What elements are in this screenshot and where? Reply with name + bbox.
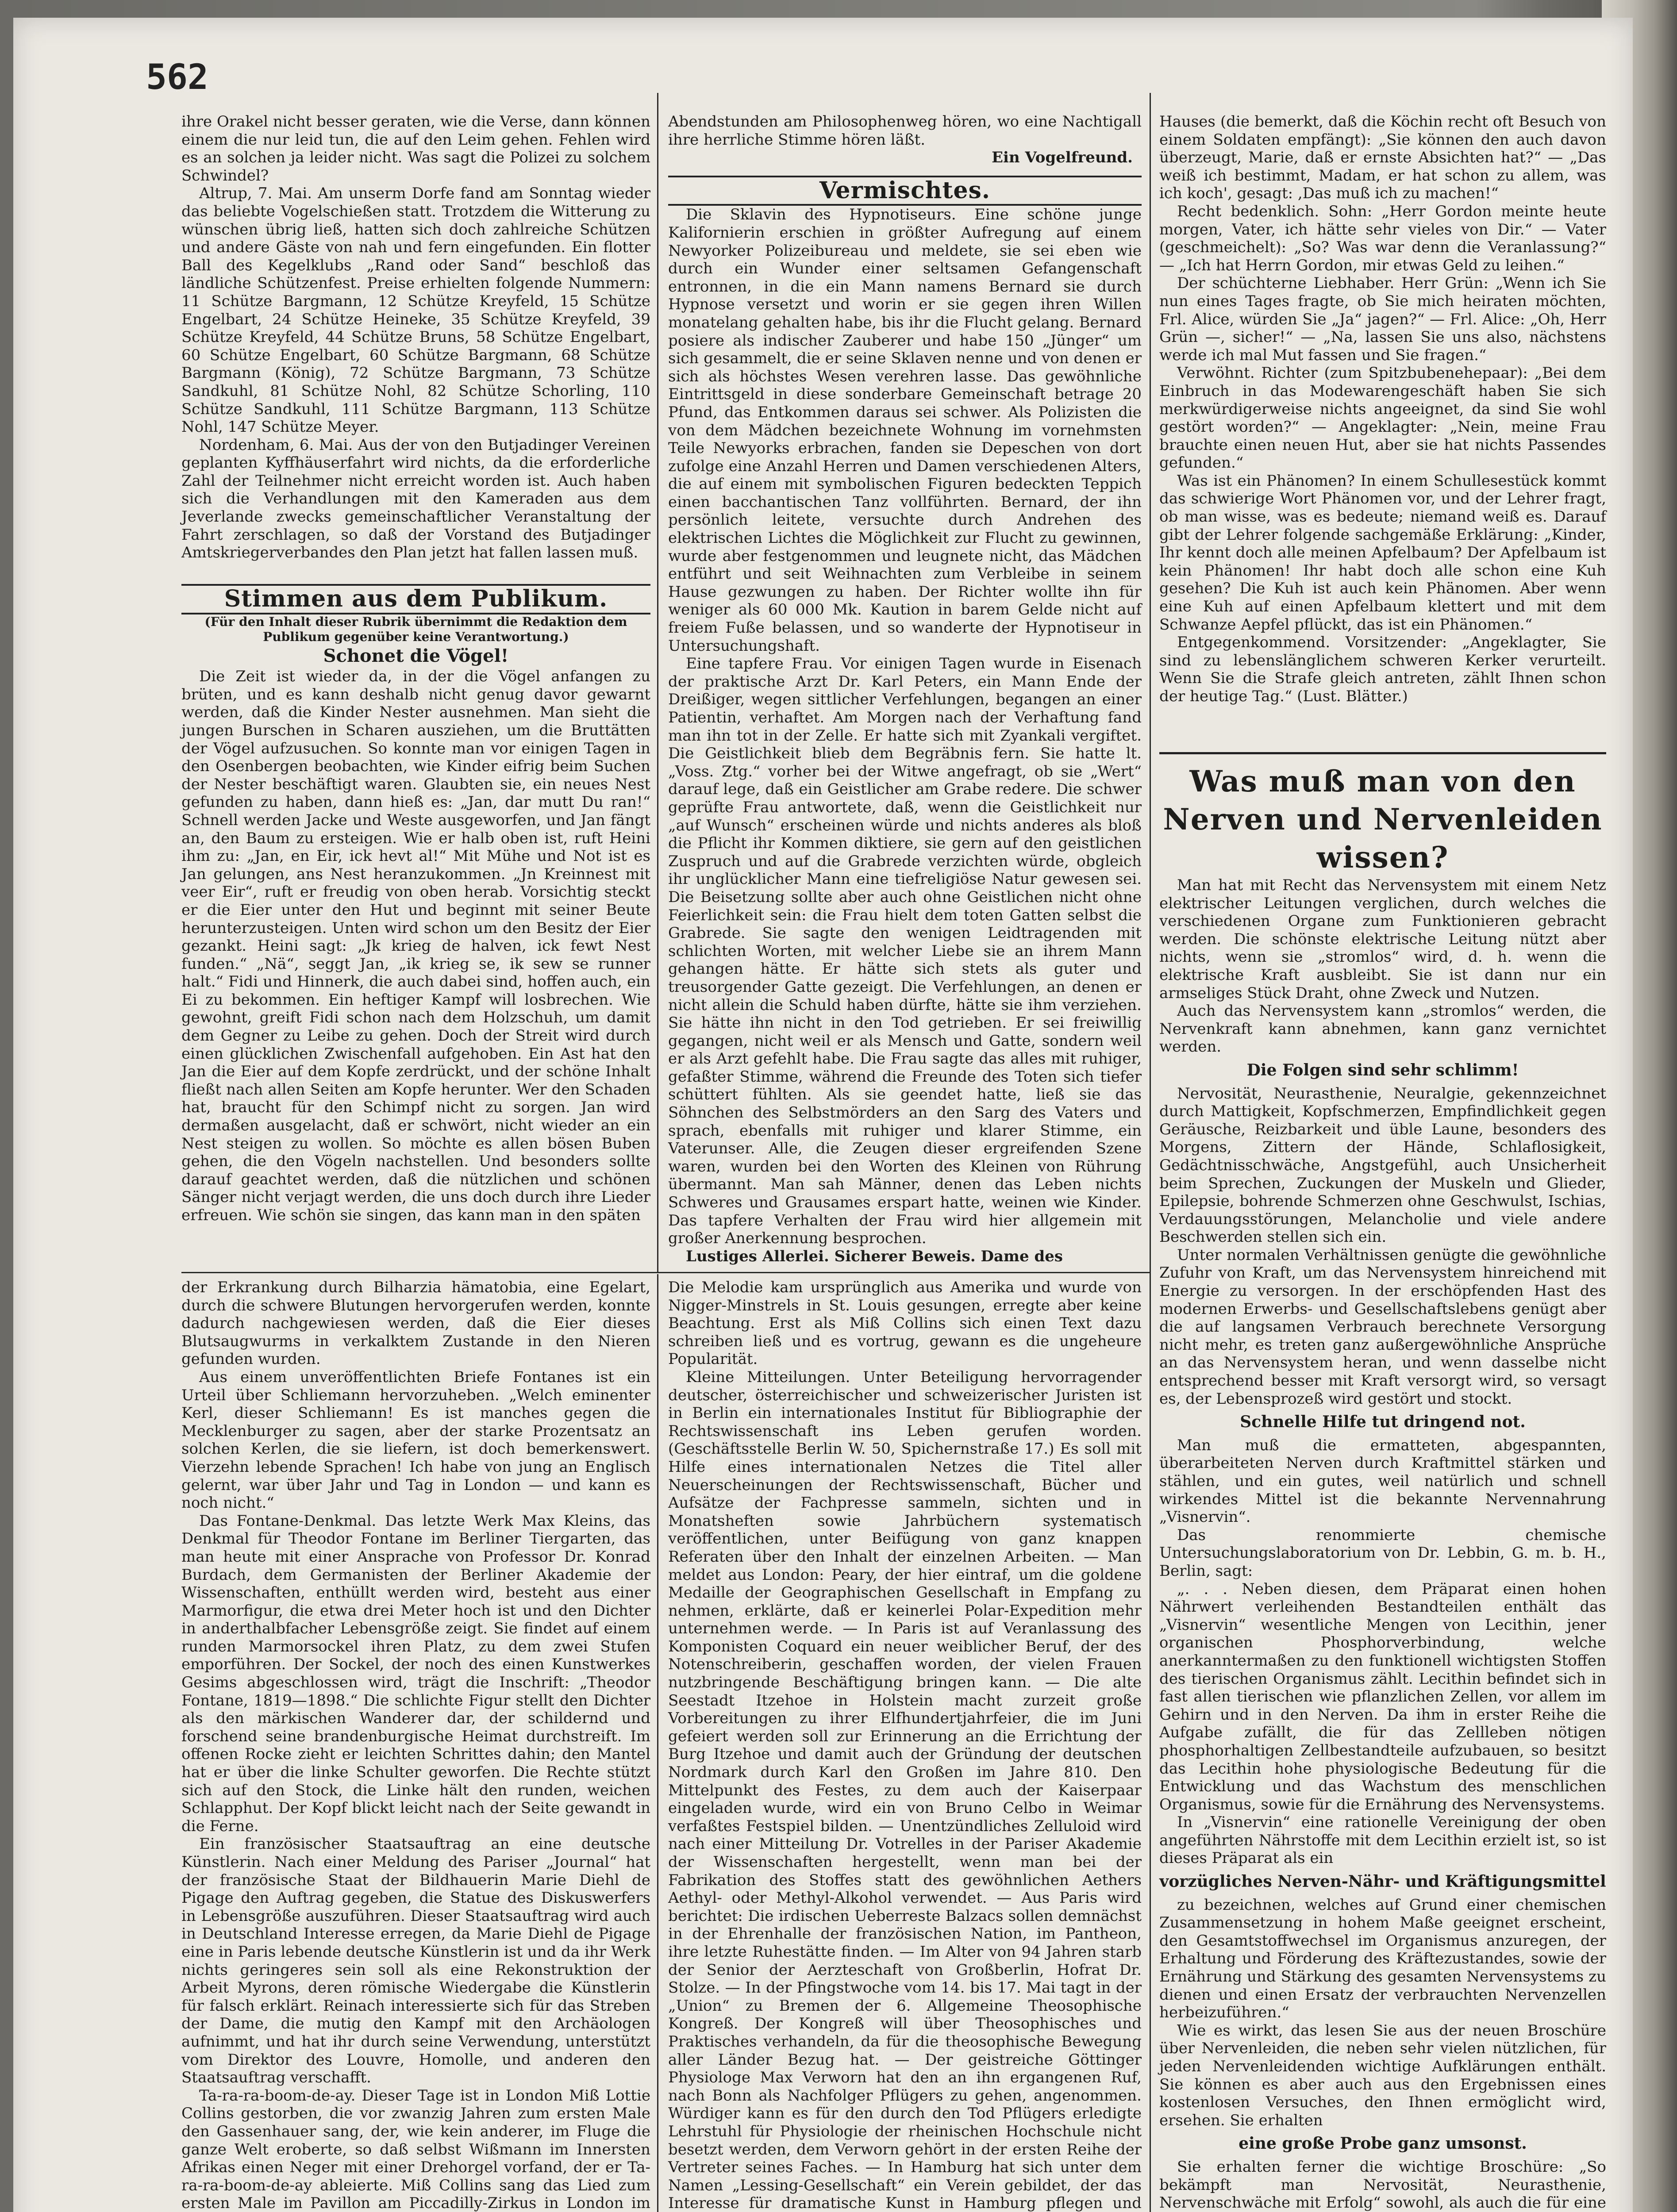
paragraph: Was ist ein Phänomen? In einem Schullesestück kommt das schwierige Wort Phänomen vor, und der Lehrer fragt, ob man wisse, was es bedeute; niemand weiß es. Darauf gibt der Lehrer folgende sachgemäße Erklärung: „Kinder, Ihr kennt doch alle meinen Apfelbaum? Der Apfelbaum ist kein Phänomen! Ihr habt doch alle schon eine Kuh gesehen? Die Kuh ist auch kein Phänomen. Aber wenn eine Kuh auf einen Apfelbaum klettert und mit dem Schwanze Aepfel pflückt, das ist ein Phänomen.“ — [1159, 472, 1606, 634]
paragraph: Die Melodie kam ursprünglich aus Amerika und wurde von Nigger-Minstrels in St. Louis gesungen, erregte aber keine Beachtung. Erst als Miß Collins sich einen Text dazu schreiben ließ und es vortrug, gewann es die ungeheure Popularität. — [668, 1279, 1142, 1368]
paragraph: Recht bedenklich. Sohn: „Herr Gordon meinte heute morgen, Vater, ich hätte sehr vieles von Dir.“ — Vater (geschmeichelt): „So? Was war denn die Veranlassung?“ — „Ich hat Herrn Gordon, mir etwas Geld zu leihen.“ — [1159, 202, 1606, 274]
paragraph: Die Zeit ist wieder da, in der die Vögel anfangen zu brüten, und es kann deshalb nicht genug davor gewarnt werden, daß die Kinder Nester ausnehmen. Man sieht die jungen Burschen in Scharen ausziehen, um die Bruttätten der Vögel aufzusuchen. So konnte man vor einigen Tagen in den Osenbergen beobachten, wie Kinder eifrig beim Suchen der Nester beschäftigt waren. Glaubten sie, ein neues Nest gefunden zu haben, dann hieß es: „Jan, dar mutt Du ran!“ Schnell werden Jacke und Weste ausgeworfen, und Jan fängt an, den Baum zu ersteigen. Wie er halb oben ist, ruft Heini ihm zu: „Jan, en Eir, ick hevt al!“ Mit Mühe und Not ist es Jan gelungen, ans Nest heranzukommen. „Jn Kreinnest mit veer Eir“, ruft er freudig von oben herab. Vorsichtig steckt er die Eier unter den Hut und beginnt mit seiner Beute herunterzusteigen. Unten wird schon um den Besitz der Eier gezankt. Heini sagt: „Jk krieg de halven, ick fewt Nest funden.“ „Nä“, seggt Jan, „ik krieg se, ik sew se runner halt.“ Fidi und Hinnerk, die auch dabei sind, hoffen auch, ein Ei zu bekommen. Ein heftiger Kampf will losbrechen. Wie gewohnt, greift Fidi schon nach dem Holzschuh, um damit dem Gegner zu Leibe zu gehen. Doch der Streit wird durch einen glücklichen Zwischenfall aufgehoben. Ein Ast hat den Jan die Eier auf dem Kopfe zerdrückt, und der schöne Inhalt fließt nach allen Seiten am Kopfe herunter. Wer den Schaden hat, braucht für den Schimpf nicht zu sorgen. Jan wird dermaßen ausgelacht, daß er schwört, nicht wieder an ein Nest steigen zu wollen. So möchte es allen bösen Buben gehen, die den Vögeln nachstellen. Und besonders sollte darauf geachtet werden, daß die nützlichen und schönen Sänger nicht verjagt werden, die uns doch durch ihre Lieder erfreuen. Wie schön sie singen, das kann man in den späten — [181, 668, 650, 1224]
stimmen-section — [181, 584, 650, 1225]
paragraph: der Erkrankung durch Bilharzia hämatobia, eine Egelart, durch die schwere Blutungen hervorgerufen werden, konnte dadurch nachgewiesen werden, daß die Eier dieses Blutsaugwurms in verkalktem Zustande in den Nieren gefunden wurden. — [181, 1279, 650, 1368]
ad-title: Was muß man von den Nerven und Nervenleiden wissen? — [1163, 764, 1603, 875]
column-rule — [1150, 93, 1151, 2212]
column-1-top — [181, 113, 650, 562]
column-2-bottom — [668, 1279, 1142, 2212]
paragraph: Entgegenkommend. Vorsitzender: „Angeklagter, Sie sind zu lebenslänglichem schweren Kerker verurteilt. Wenn Sie die Strafe gleich antreten, zählt Ihnen schon der heutige Tag.“ (Lust. Blätter.) — [1159, 634, 1606, 705]
paragraph: Altrup, 7. Mai. Am unserm Dorfe fand am Sonntag wieder das beliebte Vogelschießen statt. Trotzdem die Witterung zu wünschen übrig ließ, hatten sich doch zahlreiche Schützen und andere Gäste von nah und fern eingefunden. Ein flotter Ball des Kegelklubs „Rand oder Sand“ beschloß das ländliche Schützenfest. Preise erhielten folgende Nummern: 11 Schütze Bargmann, 12 Schütze Kreyfeld, 15 Schütze Engelbart, 24 Schütze Heineke, 35 Schütze Kreyfeld, 39 Schütze Kreyfeld, 44 Schütze Bruns, 58 Schütze Engelbart, 60 Schütze Engelbart, 60 Schütze Bargmann, 68 Schütze Bargmann (König), 72 Schütze Bargmann, 73 Schütze Sandkuhl, 81 Schütze Nohl, 82 Schütze Schorling, 110 Schütze Sandkuhl, 111 Schütze Bargmann, 113 Schütze Nohl, 147 Schütze Meyer. — [181, 184, 650, 436]
paragraph: Die Sklavin des Hypnotiseurs. Eine schöne junge Kalifornierin erschien in größter Aufregung auf einem Newyorker Polizeibureau und meldete, sie sei eben wie durch ein Wunder einer seltsamen Gefangenschaft entronnen, in die ein Mann namens Bernard sie durch Hypnose versetzt und worin er sie gegen ihren Willen monatelang gehalten habe, bis ihr die Flucht gelang. Bernard posiere als indischer Zauberer und habe 150 „Jünger“ um sich gesammelt, die er seine Sklaven nenne und von denen er sich als höchstes Wesen verehren lasse. Das gewöhnliche Eintrittsgeld in diese sonderbare Gemeinschaft betrage 20 Pfund, das Entkommen daraus sei schwer. Als Polizisten die von dem Mädchen bezeichnete Wohnung im vornehmsten Teile Newyorks erbrachen, fanden sie Depeschen von dort zufolge eine Anzahl Herren und Damen verschiedenen Alters, die auf einem mit symbolischen Figuren bedeckten Teppich einen bacchantischen Tanz vollführten. Bernard, der ihn persönlich leitete, versuchte durch Andrehen des elektrischen Lichtes die Möglichkeit zur Flucht zu gewinnen, wurde aber festgenommen und leugnete nicht, das Mädchen entführt und seit Weihnachten zum Verbleibe in seinem Hause gezwungen zu haben. Der Richter wollte ihn für weniger als 60 000 Mk. Kaution in barem Gelde nicht auf freiem Fuße belassen, und so wanderte der Hypnotiseur in Untersuchungshaft. — [668, 206, 1142, 655]
advertisement — [1159, 752, 1606, 2212]
signature: Ein Vogelfreund. — [992, 149, 1133, 167]
paragraph: Eine tapfere Frau. Vor einigen Tagen wurde in Eisenach der praktische Arzt Dr. Karl Peters, ein Mann Ende der Dreißiger, wegen sittlicher Verfehlungen, begangen an einer Patientin, verhaftet. Am Morgen nach der Verhaftung fand man ihn tot in der Zelle. Er hatte sich mit Zyankali vergiftet. Die Geistlichkeit blieb dem Begräbnis fern. Sie hatte lt. „Voss. Ztg.“ vorher bei der Witwe angefragt, ob sie „Wert“ darauf lege, daß ein Geistlicher am Grabe redere. Die schwer geprüfte Frau antwortete, daß, wenn die Geistlichkeit nur „auf Wunsch“ erscheinen würde und nichts anderes als bloß die Pflicht ihr Kommen diktiere, sie gern auf den geistlichen Zuspruch und auf die Grabrede verzichten würde, obgleich ihr unglücklicher Mann eine tiefreligiöse Natur gewesen sei. Die Beisetzung sollte aber auch ohne Geistlichen nicht ohne Feierlichkeit sein: die Frau hielt dem toten Gatten selbst die Grabrede. Sie sagte den wenigen Leidtragenden mit schlichten Worten, mit welcher Liebe sie an ihrem Mann gehangen hätte. Er hätte sich stets als guter und treusorgender Gatte gezeigt. Die Verfehlungen, an denen er nicht allein die Schuld haben dürfte, hätte sie ihm verziehen. Sie hätte ihn nicht in den Tod getrieben. Er sei freiwillig gegangen, nicht weil er als Mensch und Gatte, sondern weil er als Arzt gefehlt habe. Die Frau sagte das alles mit ruhiger, gefaßter Stimme, während die Freunde des Toten sich tiefer schüttert fühlten. Als sie geendet hatte, ließ sie das Söhnchen des Selbstmörders an den Sarg des Vaters und sprach, ebenfalls mit ruhiger und klarer Stimme, ein Vaterunser. Alle, die Zeugen dieser ergreifenden Szene waren, wurden bei den Worten des Kleinen von Rührung übermannt. Man sah Männer, denen das Leben nichts Schweres und Grausames erspart hatte, weinen wie Kinder. Das tapfere Verhalten der Frau wird hier allgemein mit großer Anerkennung besprochen. — [668, 655, 1142, 1248]
column-rule — [657, 93, 658, 1272]
paragraph: Nordenham, 6. Mai. Aus der von den Butjadinger Vereinen geplanten Kyffhäuserfahrt wird nichts, da die erforderliche Zahl der Teilnehmer nicht erreicht worden ist. Auch haben sich die Verhandlungen mit den Kameraden aus dem Jeverlande zwecks gemeinschaftlicher Veranstaltung der Fahrt zerschlagen, so daß der Vorstand des Butjadinger Amtskriegerverbandes den Plan jetzt hat fallen lassen muß. — [181, 436, 650, 562]
paragraph: Hauses (die bemerkt, daß die Köchin recht oft Besuch von einem Soldaten empfängt): „Sie können den auch davon überzeugt, Marie, daß er ernste Absichten hat?“ — „Das weiß ich bestimmt, Madam, er hat schon zu allem, was ich koch', gesagt: ,Das muß ich zu machen!“ — [1159, 113, 1606, 203]
paragraph: Verwöhnt. Richter (zum Spitzbubenehepaar): „Bei dem Einbruch in das Modewarengeschäft haben Sie sich merkwürdigerweise nichts angeeignet, da sind Sie wohl gestört worden?“ — Angeklagter: „Nein, meine Frau brauchte einen neuen Hut, aber sie hat nichts Passendes gefunden.“ — [1159, 364, 1606, 472]
newspaper-page — [13, 18, 1633, 2212]
page-number: 562 — [146, 58, 208, 97]
column-1-bottom — [181, 1279, 650, 2212]
section-title: Stimmen aus dem Publikum. — [181, 584, 650, 614]
paragraph: Ta-ra-ra-boom-de-ay. Dieser Tage ist in London Miß Lottie Collins gestorben, die vor zwanzig Jahren zum ersten Male den Gassenhauer sang, der, wie kein anderer, im Fluge die ganze Welt eroberte, so daß selbst Wißmann im Innersten Afrikas einen Neger mit einer Drehorgel vorfand, der er Ta-ra-ra-boom-de-ay ableierte. Miß Collins sang das Lied zum ersten Male im Pavillon am Piccadilly-Zirkus in London im — [181, 2086, 650, 2212]
paragraph: Man muß die ermatteten, abgespannten, überarbeiteten Nerven durch Kraftmittel stärken und stählen, und ein gutes, weil natürlich und schnell wirkendes Mittel ist die bekannte Nervennahrung „Visnervin“. — [1159, 1436, 1606, 1526]
ad-emphasis: Schnelle Hilfe tut dringend not. — [1240, 1413, 1526, 1432]
ad-emphasis: eine große Probe ganz umsonst. — [1239, 2134, 1527, 2153]
paragraph: „. . . Neben diesen, dem Präparat einen hohen Nährwert verleihenden Bestandteilen enthält das „Visnervin“ wesentliche Mengen von Lecithin, jener organischen Phosphorverbindung, welche anerkanntermaßen zu den funktionell wichtigsten Stoffen des tierischen Organismus zählt. Lecithin befindet sich in fast allen tierischen wie pflanzlichen Zellen, vor allem im Gehirn und in den Nerven. Da ihm in erster Reihe die Aufgabe zufällt, die für das Zellleben nötigen phosphorhaltigen Zellbestandteile aufzubauen, so besitzt das Lecithin hohe physiologische Bedeutung für die Entwicklung und das Wachstum des menschlichen Organismus, sowie für die Ernährung des Nervensystems. — [1159, 1580, 1606, 1813]
section-title: Vermischtes. — [668, 176, 1142, 206]
paragraph: Aus einem unveröffentlichten Briefe Fontanes ist ein Urteil über Schliemann hervorzuheben. „Welch eminenter Kerl, dieser Schliemann! Es ist manches gegen die Mecklenburger zu sagen, aber der starke Prozentsatz an solchen Kerlen, die sie liefern, ist doch bemerkenswert. Vierzehn lebende Sprachen! Ich habe von jung an Englisch gelernt, war über Jahr und Tag in London — und kann es noch nicht.“ — [181, 1368, 650, 1512]
section-note: (Für den Inhalt dieser Rubrik übernimmt die Redaktion dem Publikum gegenüber keine Verantwortung.) — [204, 614, 627, 644]
paragraph: Lustiges Allerlei. Sicherer Beweis. Dame des — [686, 1247, 1063, 1265]
ad-emphasis: Die Folgen sind sehr schlimm! — [1246, 1060, 1519, 1079]
paragraph: In „Visnervin“ eine rationelle Vereinigung der oben angeführten Nährstoffe mit dem Lecithin erzielt ist, so ist dieses Präparat als ein — [1159, 1813, 1606, 1867]
paragraph: Nervosität, Neurasthenie, Neuralgie, gekennzeichnet durch Mattigkeit, Kopfschmerzen, Empfindlichkeit gegen Geräusche, Reizbarkeit und üble Laune, besonders des Morgens, Zittern der Hände, Schlaflosigkeit, Gedächtnisschwäche, Angstgefühl, auch Unsicherheit beim Sprechen, Zuckungen der Muskeln und Glieder, Epilepsie, bohrende Schmerzen ohne Geschwulst, Ischias, Verdauungsstörungen, Melancholie und viele andere Beschwerden stellen sich ein. — [1159, 1084, 1606, 1246]
column-3-top — [1159, 113, 1606, 706]
paragraph: Wie es wirkt, das lesen Sie aus der neuen Broschüre über Nervenleiden, die neben sehr vielen nützlichen, für jeden Nervenleidenden wichtige Aufklärungen enthält. Sie können es aber auch aus den Ergebnissen eines kostenlosen Versuches, den Ihnen ermöglicht wird, ersehen. Sie erhalten — [1159, 2021, 1606, 2129]
paragraph: zu bezeichnen, welches auf Grund einer chemischen Zusammensetzung in hohem Maße geeignet erscheint, den Gesamtstoffwechsel im Organismus anzuregen, der Erhaltung und Förderung des Kräftezustandes, sowie der Ernährung und Stärkung des gesamten Nervensystems zu dienen und einen Ersatz der verbrauchten Nervenzellen herbeizuführen.“ — [1159, 1896, 1606, 2022]
paragraph: Der schüchterne Liebhaber. Herr Grün: „Wenn ich Sie nun eines Tages fragte, ob Sie mich heiraten möchten, Frl. Alice, würden Sie „Ja“ jagen?“ — Frl. Alice: „Oh, Herr Grün —, sicher!“ — „Na, lassen Sie uns also, nächstens werde ich mal Mut fassen und Sie fragen.“ — [1159, 274, 1606, 364]
paragraph: ihre Orakel nicht besser geraten, wie die Verse, dann können einem die nur leid tun, die auf den Leim gehen. Fehlen wird es an solchen ja leider nicht. Was sagt die Polizei zu solchem Schwindel? — [181, 113, 650, 184]
ad-emphasis: vorzügliches Nerven-Nähr- und Kräftigungsmittel — [1159, 1872, 1606, 1891]
article-title: Schonet die Vögel! — [323, 645, 509, 666]
paragraph: Kleine Mitteilungen. Unter Beteiligung hervorragender deutscher, österreichischer und schweizerischer Juristen ist in Berlin ein internationales Institut für Bibliographie der Rechtswissenschaft ins Leben gerufen worden. (Geschäftsstelle Berlin W. 50, Spichernstraße 17.) Es soll mit Hilfe eines internationalen Netzes die Titel aller Neuerscheinungen der Rechtswissenschaft, Bücher und Aufsätze der Fachpresse sammeln, sichten und in Monatsheften sowie Jahrbüchern systematisch veröffentlichen, unter Beifügung von ganz knappen Referaten über den Inhalt der einzelnen Arbeiten. — Man meldet aus London: Peary, der hier eintraf, um die goldene Medaille der Geographischen Gesellschaft in Empfang zu nehmen, erklärte, daß er keinerlei Polar-Expedition mehr unternehmen werde. — In Paris ist auf Veranlassung des Komponisten Coquard ein neuer weiblicher Beruf, der des Notenschreiberin, geschaffen worden, der vielen Frauen nutzbringende Beschäftigung bringen kann. — Die alte Seestadt Itzehoe in Holstein macht zurzeit große Vorbereitungen zu ihrer Elfhundertjahrfeier, die im Juni gefeiert werden soll zur Erinnerung an die Errichtung der Burg Itzehoe und damit auch der Gründung der deutschen Nordmark durch Karl den Großen im Jahre 810. Den Mittelpunkt des Festes, zu dem auch der Kaiserpaar eingeladen wurde, wird ein von Bruno Celbo in Weimar verfaßtes Festspiel bilden. — Unentzündliches Zelluloid wird nach einer Mitteilung Dr. Votrelles in der Pariser Akademie der Wissenschaften hergestellt, wenn man bei der Fabrikation des Stoffes statt des gewöhnlichen Aethers Aethyl- oder Methyl-Alkohol verwendet. — Aus Paris wird berichtet: Die irdischen Ueberreste Balzacs sollen demnächst in der Ehrenhalle der französischen Nation, im Pantheon, ihre letzte Ruhestätte finden. — Im Alter von 94 Jahren starb der Senior der Aerzteschaft von Großberlin, Hofrat Dr. Stolze. — In der Pfingstwoche vom 14. bis 17. Mai tagt in der „Union“ zu Bremen der 6. Allgemeine Theosophische Kongreß. Der Kongreß will über Theosophisches und Praktisches verhandeln, da für die theosophische Bewegung aller Länder Bezug hat. — Der geistreiche Göttinger Physiologe Max Verworn hat den an ihn ergangenen Ruf, nach Bonn als Nachfolger Pflügers zu gehen, angenommen. Würdiger kann es für den durch den Tod Pflügers erledigte Lehrstuhl für Physiologie der rheinischen Hochschule nicht besetzt werden, dem Verworn gehört in der ersten Reihe der Vertreter seines Faches. — In Hamburg hat sich unter dem Namen „Lessing-Gesellschaft“ ein Verein gebildet, der das Interesse für dramatische Kunst in Hamburg pflegen und — [668, 1368, 1142, 2212]
column-2-top — [668, 113, 1142, 1265]
paragraph: Auch das Nervensystem kann „stromlos“ werden, die Nervenkraft kann abnehmen, kann ganz vernichtet werden. — [1159, 1002, 1606, 1056]
paragraph: Abendstunden am Philosophenweg hören, wo eine Nachtigall ihre herrliche Stimme hören läßt. — [668, 113, 1142, 149]
section-rule — [181, 1272, 1150, 1273]
column-rule — [657, 1274, 658, 2212]
paragraph: Ein französischer Staatsauftrag an eine deutsche Künstlerin. Nach einer Meldung des Pariser „Journal“ hat der französische Staat der Bildhauerin Marie Diehl de Pigage den Auftrag gegeben, die Statue des Diskuswerfers in Lebensgröße auszuführen. Dieser Staatsauftrag wird auch in Deutschland Interesse erregen, da Marie Diehl de Pigage eine in Paris lebende deutsche Künstlerin ist und da ihr Werk nichts geringeres sein soll als eine Rekonstruktion der Arbeit Myrons, deren römische Wiedergabe die Künstlerin für falsch erklärt. Reinach interessierte sich für das Streben der Dame, die mutig den Kampf mit den Archäologen aufnimmt, und hat ihr durch seine Verwendung, unterstützt vom Direktor des Louvre, Homolle, und anderen den Staatsauftrag verschafft. — [181, 1835, 651, 2087]
paragraph: Das renommierte chemische Untersuchungslaboratorium von Dr. Lebbin, G. m. b. H., Berlin, sagt: — [1159, 1526, 1606, 1580]
paragraph: Man hat mit Recht das Nervensystem mit einem Netz elektrischer Leitungen verglichen, durch welches die verschiedenen Organe zum Funktionieren gebracht werden. Die schönste elektrische Leitung nützt aber nichts, wenn sie „stromlos“ wird, d. h. wenn die elektrische Kraft ausbleibt. Sie ist dann nur ein armseliges Stück Draht, ohne Zweck und Nutzen. — [1159, 876, 1606, 1002]
paragraph: Das Fontane-Denkmal. Das letzte Werk Max Kleins, das Denkmal für Theodor Fontane im Berliner Tiergarten, das man heute mit einer Ansprache von Professor Dr. Konrad Burdach, dem Germanisten der Berliner Akademie der Wissenschaften, enthüllt werden wird, besteht aus einer Marmorfigur, die etwa drei Meter hoch ist und den Dichter in anderthalbfacher Lebensgröße zeigt. Sie findet auf einem runden Marmorsockel ihren Platz, zu dem zwei Stufen emporführen. Der Sockel, der noch des einen Kunstwerkes Gesims abgeschlossen wird, trägt die Inschrift: „Theodor Fontane, 1819—1898.“ Die schlichte Figur stellt den Dichter als den märkischen Wanderer dar, der schildernd und forschend seine brandenburgische Heimat durchstreift. Im offenen Rocke zieht er leichten Schrittes dahin; den Mantel hat er über die linke Schulter geworfen. Die Rechte stützt sich auf den Stock, die Linke hält den runden, weichen Schlapphut. Der Kopf blickt leicht nach der Seite gewandt in die Ferne. — [181, 1512, 650, 1835]
paragraph: Sie erhalten ferner die wichtige Broschüre: „So bekämpft man Nervosität, Neurasthenie, Nervenschwäche mit Erfolg“ sowohl, als auch die für eine — [1159, 2158, 1606, 2212]
paragraph: Unter normalen Verhältnissen genügte die gewöhnliche Zufuhr von Kraft, um das Nervensystem hinreichend mit Energie zu versorgen. In der erschöpfenden Hast des modernen Erwerbs- und Gesellschaftslebens genügt aber die auf langsamen Verbrauch berechnete Versorgung nicht mehr, es treten ganz außergewöhnliche Ansprüche an das Nervensystem heran, und wenn dasselbe nicht entsprechend besser mit Kraft versorgt wird, so versagt es, der Lebensprozeß wird gestört und stockt. — [1159, 1246, 1606, 1408]
